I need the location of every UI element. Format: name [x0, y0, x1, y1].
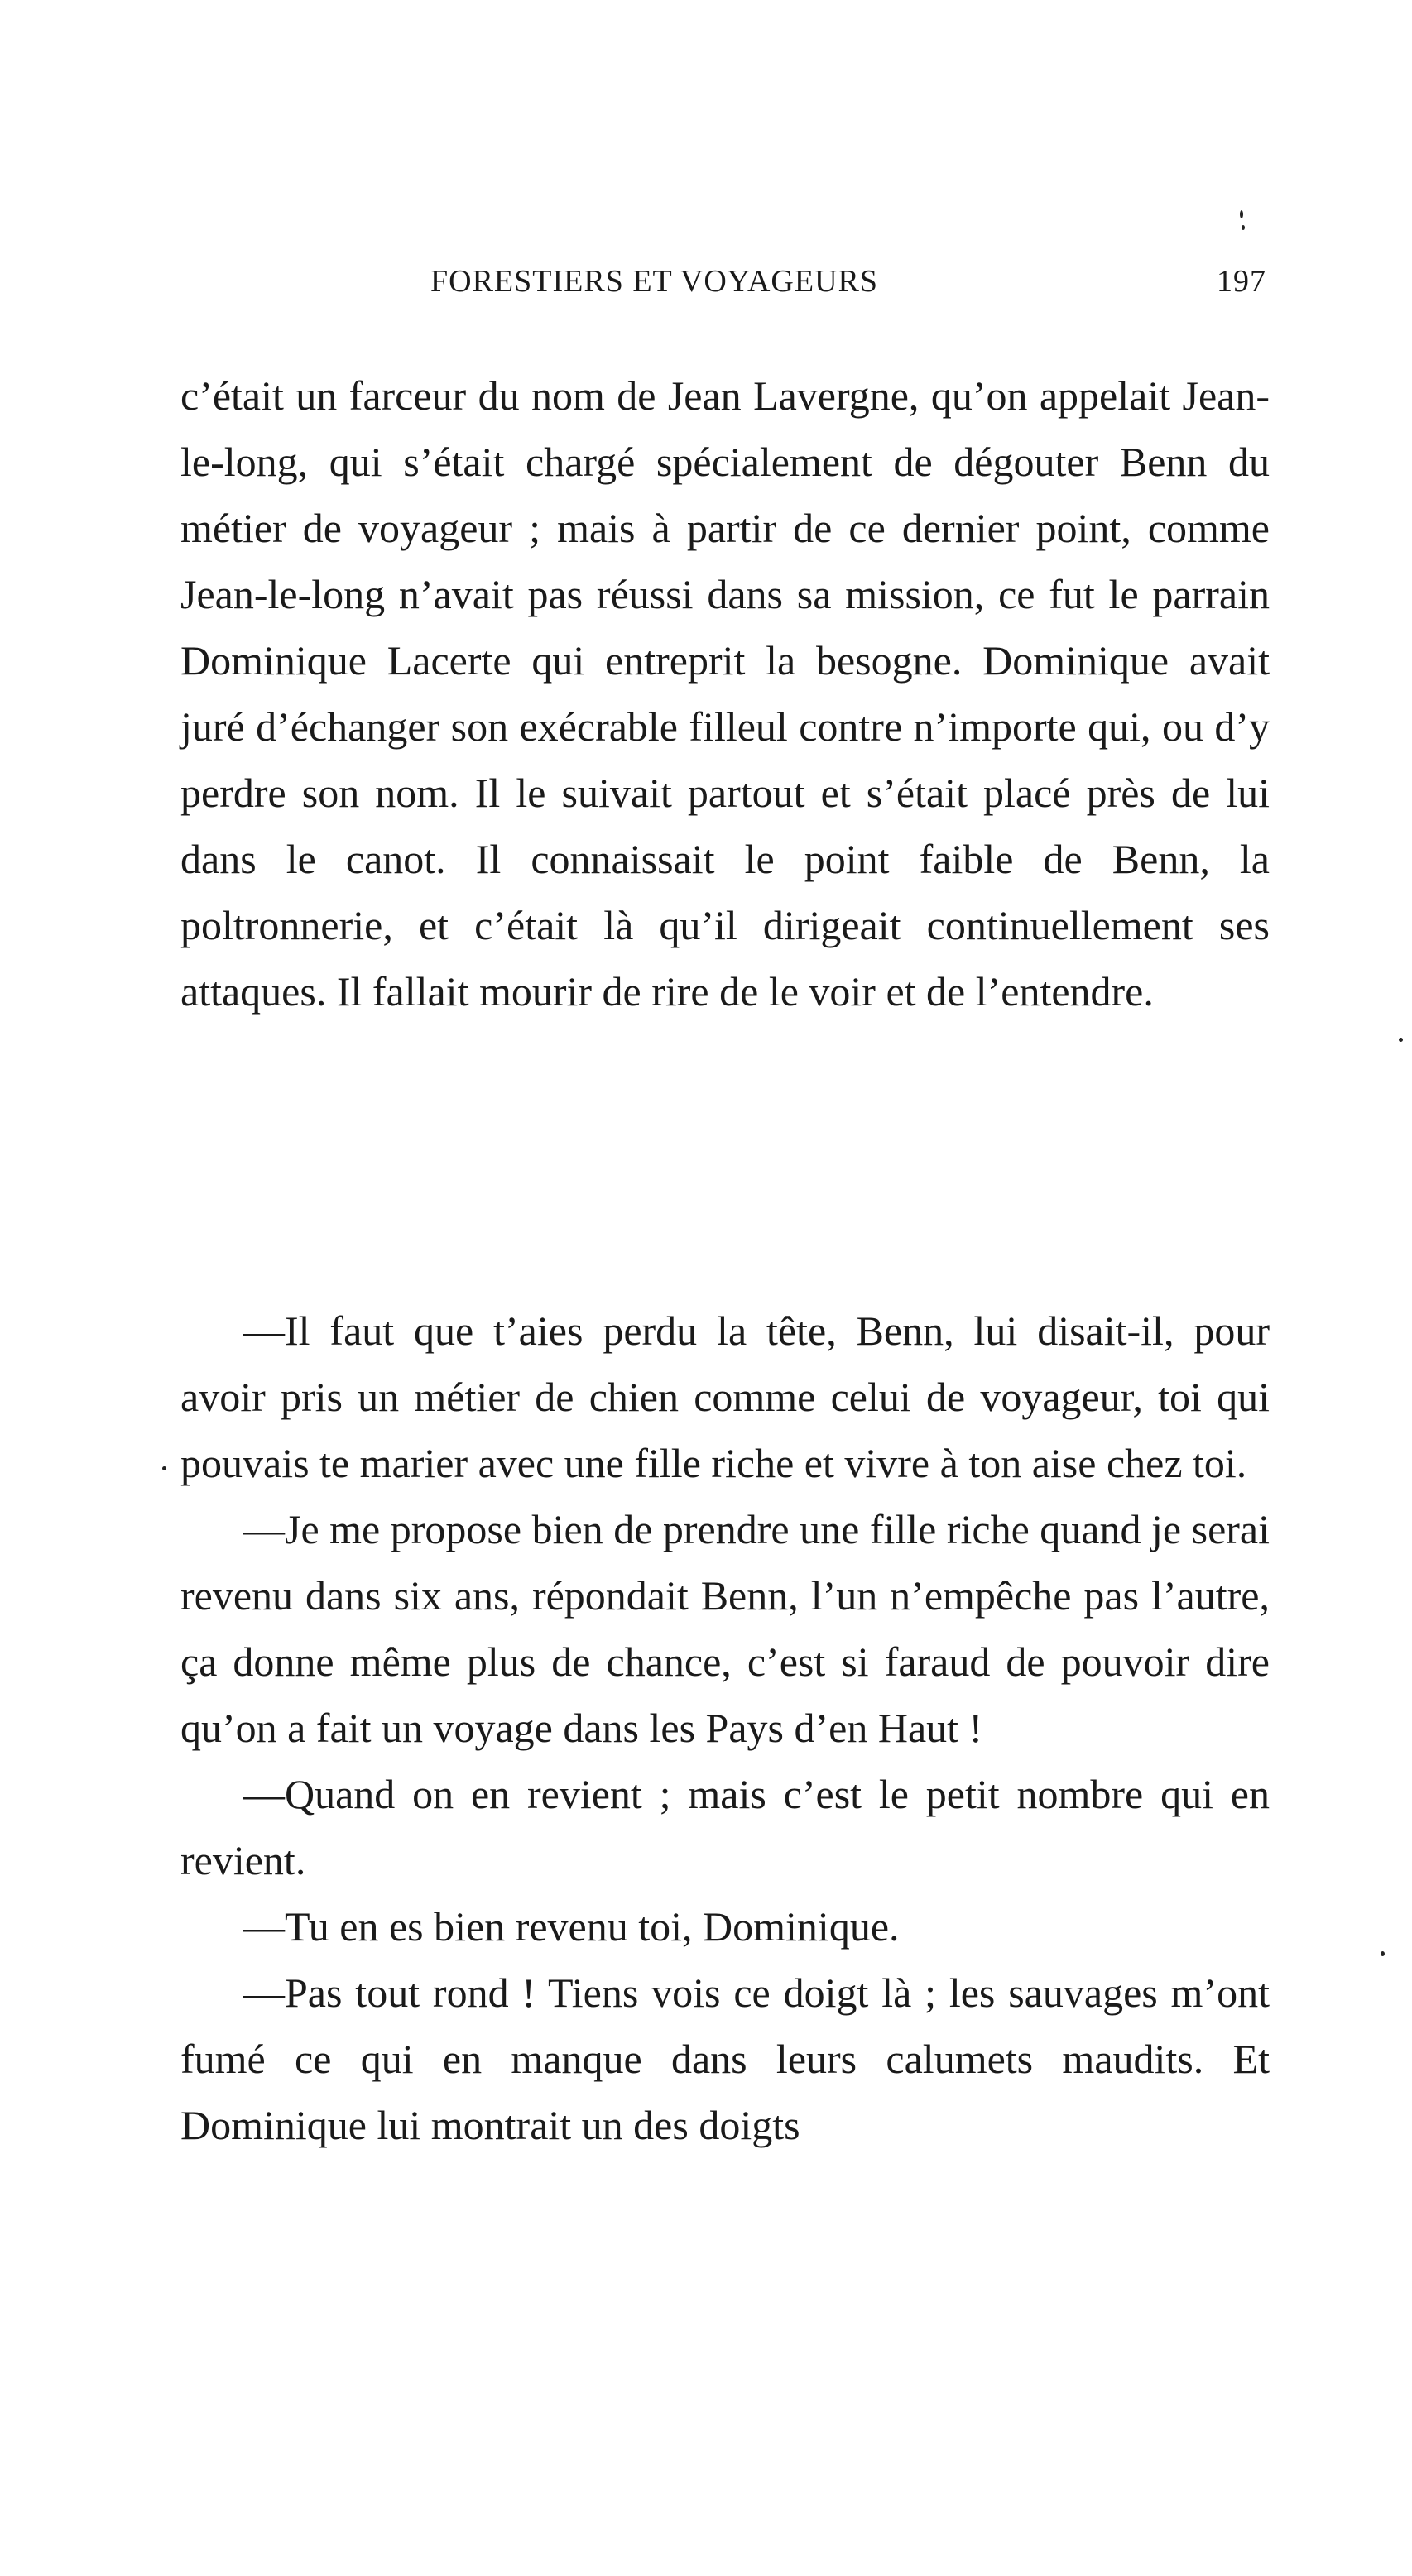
text-block-top — [180, 362, 1270, 1024]
paragraph: c’était un farceur du nom de Jean Lavergne, qu’on appelait Jean-le-long, qui s’était chargé spécialement de dégouter Benn du métier de voyageur ; mais à partir de ce dernier point, comme Jean-le-long n’avait pas réussi dans sa mission, ce fut le parrain Dominique Lacerte qui entreprit la besogne. Dominique avait juré d’échanger son exécrable filleul contre n’importe qui, ou d’y perdre son nom. Il le suivait partout et s’était placé près de lui dans le canot. Il connaissait le point faible de Benn, la poltronnerie, et c’était là qu’il dirigeait continuellement ses attaques. Il fallait mourir de rire de le voir et de l’entendre. — [180, 372, 1270, 1015]
print-speck — [1399, 1038, 1403, 1042]
text-block-dialogue — [180, 1298, 1270, 2158]
running-head — [182, 263, 1266, 305]
print-speck — [1240, 210, 1243, 218]
paragraph: —Pas tout rond ! Tiens vois ce doigt là ; les sauvages m’ont fumé ce qui en manque dans leurs calumets maudits. Et Dominique lui montrait un des doigts — [180, 1969, 1270, 2148]
print-speck — [162, 1466, 166, 1470]
paragraph: —Tu en es bien revenu toi, Dominique. — [243, 1903, 900, 1950]
running-title: FORESTIERS ET VOYAGEURS — [430, 264, 879, 299]
paragraph: —Je me propose bien de prendre une fille riche quand je serai revenu dans six ans, répondait Benn, l’un n’empêche pas l’autre, ça donne même plus de chance, c’est si faraud de pouvoir dire qu’on a fait un voyage dans les Pays d’en Haut ! — [180, 1506, 1270, 1751]
paragraph: —Il faut que t’aies perdu la tête, Benn, lui disait-il, pour avoir pris un métier de chien comme celui de voyageur, toi qui pouvais te marier avec une fille riche et vivre à ton aise chez toi. — [180, 1307, 1270, 1486]
paragraph: —Quand on en revient ; mais c’est le petit nombre qui en revient. — [180, 1771, 1270, 1883]
print-speck — [1242, 225, 1245, 230]
page-number: 197 — [1217, 264, 1266, 299]
print-speck — [1381, 1951, 1385, 1956]
